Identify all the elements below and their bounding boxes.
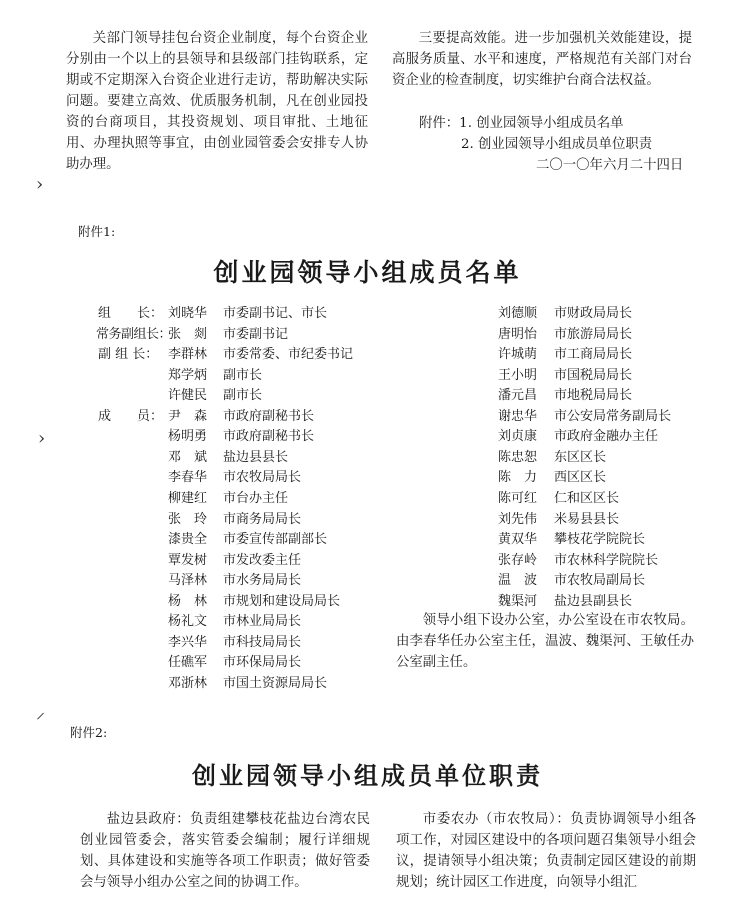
- member-row: [98, 323, 398, 343]
- member-name: 陈可红: [498, 490, 538, 506]
- member-title: 西区区长: [554, 470, 607, 486]
- member-row: [98, 569, 398, 589]
- member-title: 市政府金融办主任: [554, 429, 659, 445]
- member-title: 市财政局局长: [554, 306, 633, 321]
- member-name: 王小明: [498, 367, 538, 383]
- member-title: 攀枝花学院院长: [554, 532, 646, 548]
- member-name: 刘贞康: [498, 429, 538, 445]
- member-row: [98, 343, 398, 363]
- member-row: [98, 610, 398, 630]
- member-title: 盐边县县长: [223, 449, 289, 465]
- member-name: 任礁军: [168, 655, 208, 671]
- scan-mark: ⸝: [36, 702, 45, 723]
- member-row: [98, 384, 398, 404]
- member-role: 成 员：: [98, 408, 164, 424]
- top-left-paragraph: 关部门领导挂包台资企业制度，每个台资企业分别由一个以上的县领导和县级部门挂钩联系，定期或不定期深入台资企业进行走访，帮助解决实际问题。要建立高效、优质服务机制，凡在创业园投资的台商项目，其投资规划、项目审批、土地征用、办理执照等事宜，由创业园管委会安排专人协助办理。: [66, 31, 368, 172]
- member-name: 李春华: [168, 470, 208, 486]
- member-title: 副市长: [223, 367, 263, 383]
- member-row: [98, 528, 398, 548]
- member-row: [98, 425, 398, 445]
- member-name: 陈 力: [498, 470, 538, 486]
- scan-mark: ›: [38, 428, 46, 449]
- member-row: [98, 672, 398, 692]
- member-row: [498, 549, 698, 569]
- member-title: 市农林科学院院长: [554, 552, 659, 568]
- member-title: 市公安局常务副局长: [554, 408, 672, 424]
- scan-mark: ›: [36, 174, 44, 195]
- member-name: 李兴华: [168, 634, 208, 650]
- document-date: 二〇一〇年六月二十四日: [536, 158, 684, 173]
- member-name: 柳建红: [168, 490, 208, 506]
- member-row: [98, 631, 398, 651]
- member-name: 李群林: [168, 347, 208, 363]
- member-title: 市农牧局局长: [223, 470, 302, 486]
- member-row: [98, 364, 398, 384]
- attachment1-title: 创业园领导小组成员名单: [213, 258, 522, 287]
- attachment2-right-paragraph: 市委农办（市农牧局）：负责协调领导小组各项工作，对园区建设中的各项问题召集领导小组会议，提请领导小组决策；负责制定园区建设的前期规划；统计园区工作进度，向领导小组汇: [396, 812, 696, 890]
- member-row: [498, 569, 698, 589]
- member-title: 盐边县副县长: [554, 593, 633, 609]
- member-role: 组 长：: [98, 306, 164, 321]
- member-title: 市工商局局长: [554, 347, 633, 363]
- attachment-item-2: 2. 创业园领导小组成员单位职责: [461, 137, 653, 152]
- member-row: [498, 323, 698, 343]
- member-title: 市农牧局副局长: [554, 573, 646, 589]
- member-name: 覃发树: [168, 552, 208, 568]
- member-title: 市政府副秘书长: [223, 429, 315, 445]
- office-note: 领导小组下设办公室，办公室设在市农牧局。由李春华任办公室主任，温波、魏渠河、王敏任办公室副主任。: [396, 613, 694, 670]
- member-name: 杨明勇: [168, 429, 208, 445]
- member-title: 市政府副秘书长: [223, 408, 315, 424]
- member-row: [98, 446, 398, 466]
- member-row: [498, 508, 698, 528]
- member-title: 副市长: [223, 388, 263, 404]
- member-row: [498, 528, 698, 548]
- member-name: 刘晓华: [168, 306, 208, 321]
- member-row: [498, 590, 698, 610]
- member-row: [498, 364, 698, 384]
- member-name: 杨 林: [168, 593, 208, 609]
- member-row: [498, 446, 698, 466]
- member-name: 刘先伟: [498, 511, 538, 527]
- member-row: [98, 405, 398, 425]
- member-title: 市国税局局长: [554, 367, 633, 383]
- member-name: 潘元昌: [498, 388, 538, 404]
- member-row: [498, 466, 698, 486]
- member-row: [498, 343, 698, 363]
- member-name: 尹 森: [168, 408, 208, 424]
- member-row: [98, 590, 398, 610]
- member-name: 许城萌: [498, 347, 538, 363]
- member-title: 市地税局局长: [554, 388, 633, 404]
- member-row: [98, 466, 398, 486]
- member-row: [98, 302, 398, 322]
- member-title: 市委副书记、市长: [223, 306, 328, 321]
- member-name: 郑学炳: [168, 367, 208, 383]
- member-title: 市台办主任: [223, 490, 289, 506]
- member-title: 米易县县长: [554, 511, 620, 527]
- member-row: [498, 405, 698, 425]
- member-name: 温 波: [498, 573, 538, 589]
- member-row: [98, 487, 398, 507]
- member-title: 市水务局局长: [223, 573, 302, 589]
- member-row: [498, 384, 698, 404]
- member-title: 东区区长: [554, 449, 607, 465]
- member-title: 仁和区区长: [554, 490, 620, 506]
- member-row: [498, 302, 698, 322]
- member-title: 市委宣传部副部长: [223, 532, 328, 548]
- member-name: 许健民: [168, 388, 208, 404]
- member-name: 谢忠华: [498, 408, 538, 424]
- member-title: 市科技局局长: [223, 634, 302, 650]
- member-name: 邓 斌: [168, 449, 208, 465]
- member-name: 刘德顺: [498, 306, 538, 321]
- attachment2-left-paragraph: 盐边县政府：负责组建攀枝花盐边台湾农民创业园管委会，落实管委会编制；履行详细规划、具体建设和实施等各项工作职责；做好管委会与领导小组办公室之间的协调工作。: [80, 812, 370, 890]
- member-name: 黄双华: [498, 532, 538, 548]
- member-title: 市委常委、市纪委书记: [223, 347, 354, 363]
- member-name: 张存岭: [498, 552, 538, 568]
- attachment2-title: 创业园领导小组成员单位职责: [192, 762, 543, 790]
- member-title: 市环保局局长: [223, 655, 302, 671]
- member-name: 杨礼文: [168, 614, 208, 630]
- member-row: [98, 651, 398, 671]
- attachment-list-label: 附件：1. 创业园领导小组成员名单: [419, 116, 624, 131]
- member-name: 陈忠恕: [498, 449, 538, 465]
- member-title: 市商务局局长: [223, 511, 302, 527]
- member-name: 唐明怡: [498, 326, 538, 342]
- member-name: 魏渠河: [498, 593, 538, 609]
- member-role: 副 组 长：: [98, 347, 159, 363]
- attachment2-label: 附件2:: [70, 725, 108, 740]
- member-name: 马泽林: [168, 573, 208, 589]
- attachment-item-1: 1. 创业园领导小组成员名单: [459, 116, 624, 131]
- member-title: 市规划和建设局局长: [223, 593, 341, 609]
- member-name: 邓浙林: [168, 675, 208, 691]
- top-right-paragraph: 三要提高效能。进一步加强机关效能建设，提高服务质量、水平和速度，严格规范有关部门对台资企业的检查制度，切实维护台商合法权益。: [392, 31, 692, 88]
- member-name: 张 剡: [168, 326, 208, 342]
- attachment1-label: 附件1:: [78, 224, 116, 239]
- member-row: [498, 425, 698, 445]
- member-title: 市委副书记: [223, 326, 289, 342]
- member-title: 市发改委主任: [223, 552, 302, 568]
- member-row: [98, 508, 398, 528]
- member-name: 漆贵全: [168, 532, 208, 548]
- member-row: [98, 549, 398, 569]
- member-title: 市旅游局局长: [554, 326, 633, 342]
- member-role: 常务副组长：: [96, 326, 172, 342]
- member-row: [498, 487, 698, 507]
- member-title: 市国土资源局局长: [223, 675, 328, 691]
- member-name: 张 玲: [168, 511, 208, 527]
- member-title: 市林业局局长: [223, 614, 302, 630]
